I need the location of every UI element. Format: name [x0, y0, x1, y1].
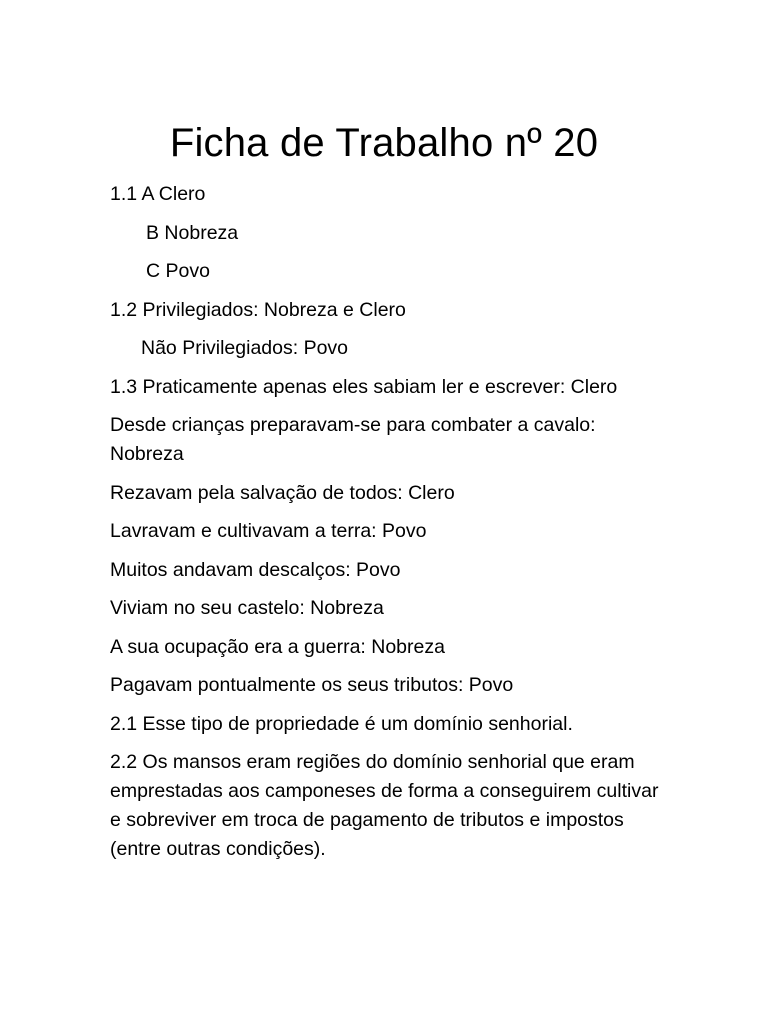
answer-line-lavravam: Lavravam e cultivavam a terra: Povo	[110, 520, 427, 542]
answer-1-1-c: C Povo	[146, 260, 210, 282]
answer-line-rezavam: Rezavam pela salvação de todos: Clero	[110, 481, 455, 504]
answer-2-1: 2.1 Esse tipo de propriedade é um domínio senhorial.	[110, 712, 573, 735]
answer-1-1-a: 1.1 A Clero	[110, 183, 206, 205]
answer-1-3: 1.3 Praticamente apenas eles sabiam ler e escrever: Clero	[110, 375, 618, 398]
answer-line-tributos: Pagavam pontualmente os seus tributos: Povo	[110, 674, 514, 696]
answer-line-criancas: Desde crianças preparavam-se para combater a cavalo: Nobreza	[110, 414, 596, 465]
document-body	[110, 180, 670, 874]
answer-line-guerra: A sua ocupação era a guerra: Nobreza	[110, 635, 445, 658]
answer-1-1-b: B Nobreza	[146, 221, 239, 244]
answer-1-2-nao-privilegiados: Não Privilegiados: Povo	[141, 337, 349, 359]
answer-2-2: 2.2 Os mansos eram regiões do domínio senhorial que eram emprestadas aos camponeses de forma a conseguirem cultivar e sobreviver em troca de pagamento de tributos e impostos (entre outras condições).	[110, 751, 659, 860]
page-title: Ficha de Trabalho nº 20	[169, 120, 599, 165]
answer-line-descalcos: Muitos andavam descalços: Povo	[110, 558, 401, 581]
answer-line-castelo: Viviam no seu castelo: Nobreza	[110, 597, 384, 619]
answer-1-2-privilegiados: 1.2 Privilegiados: Nobreza e Clero	[110, 298, 406, 321]
